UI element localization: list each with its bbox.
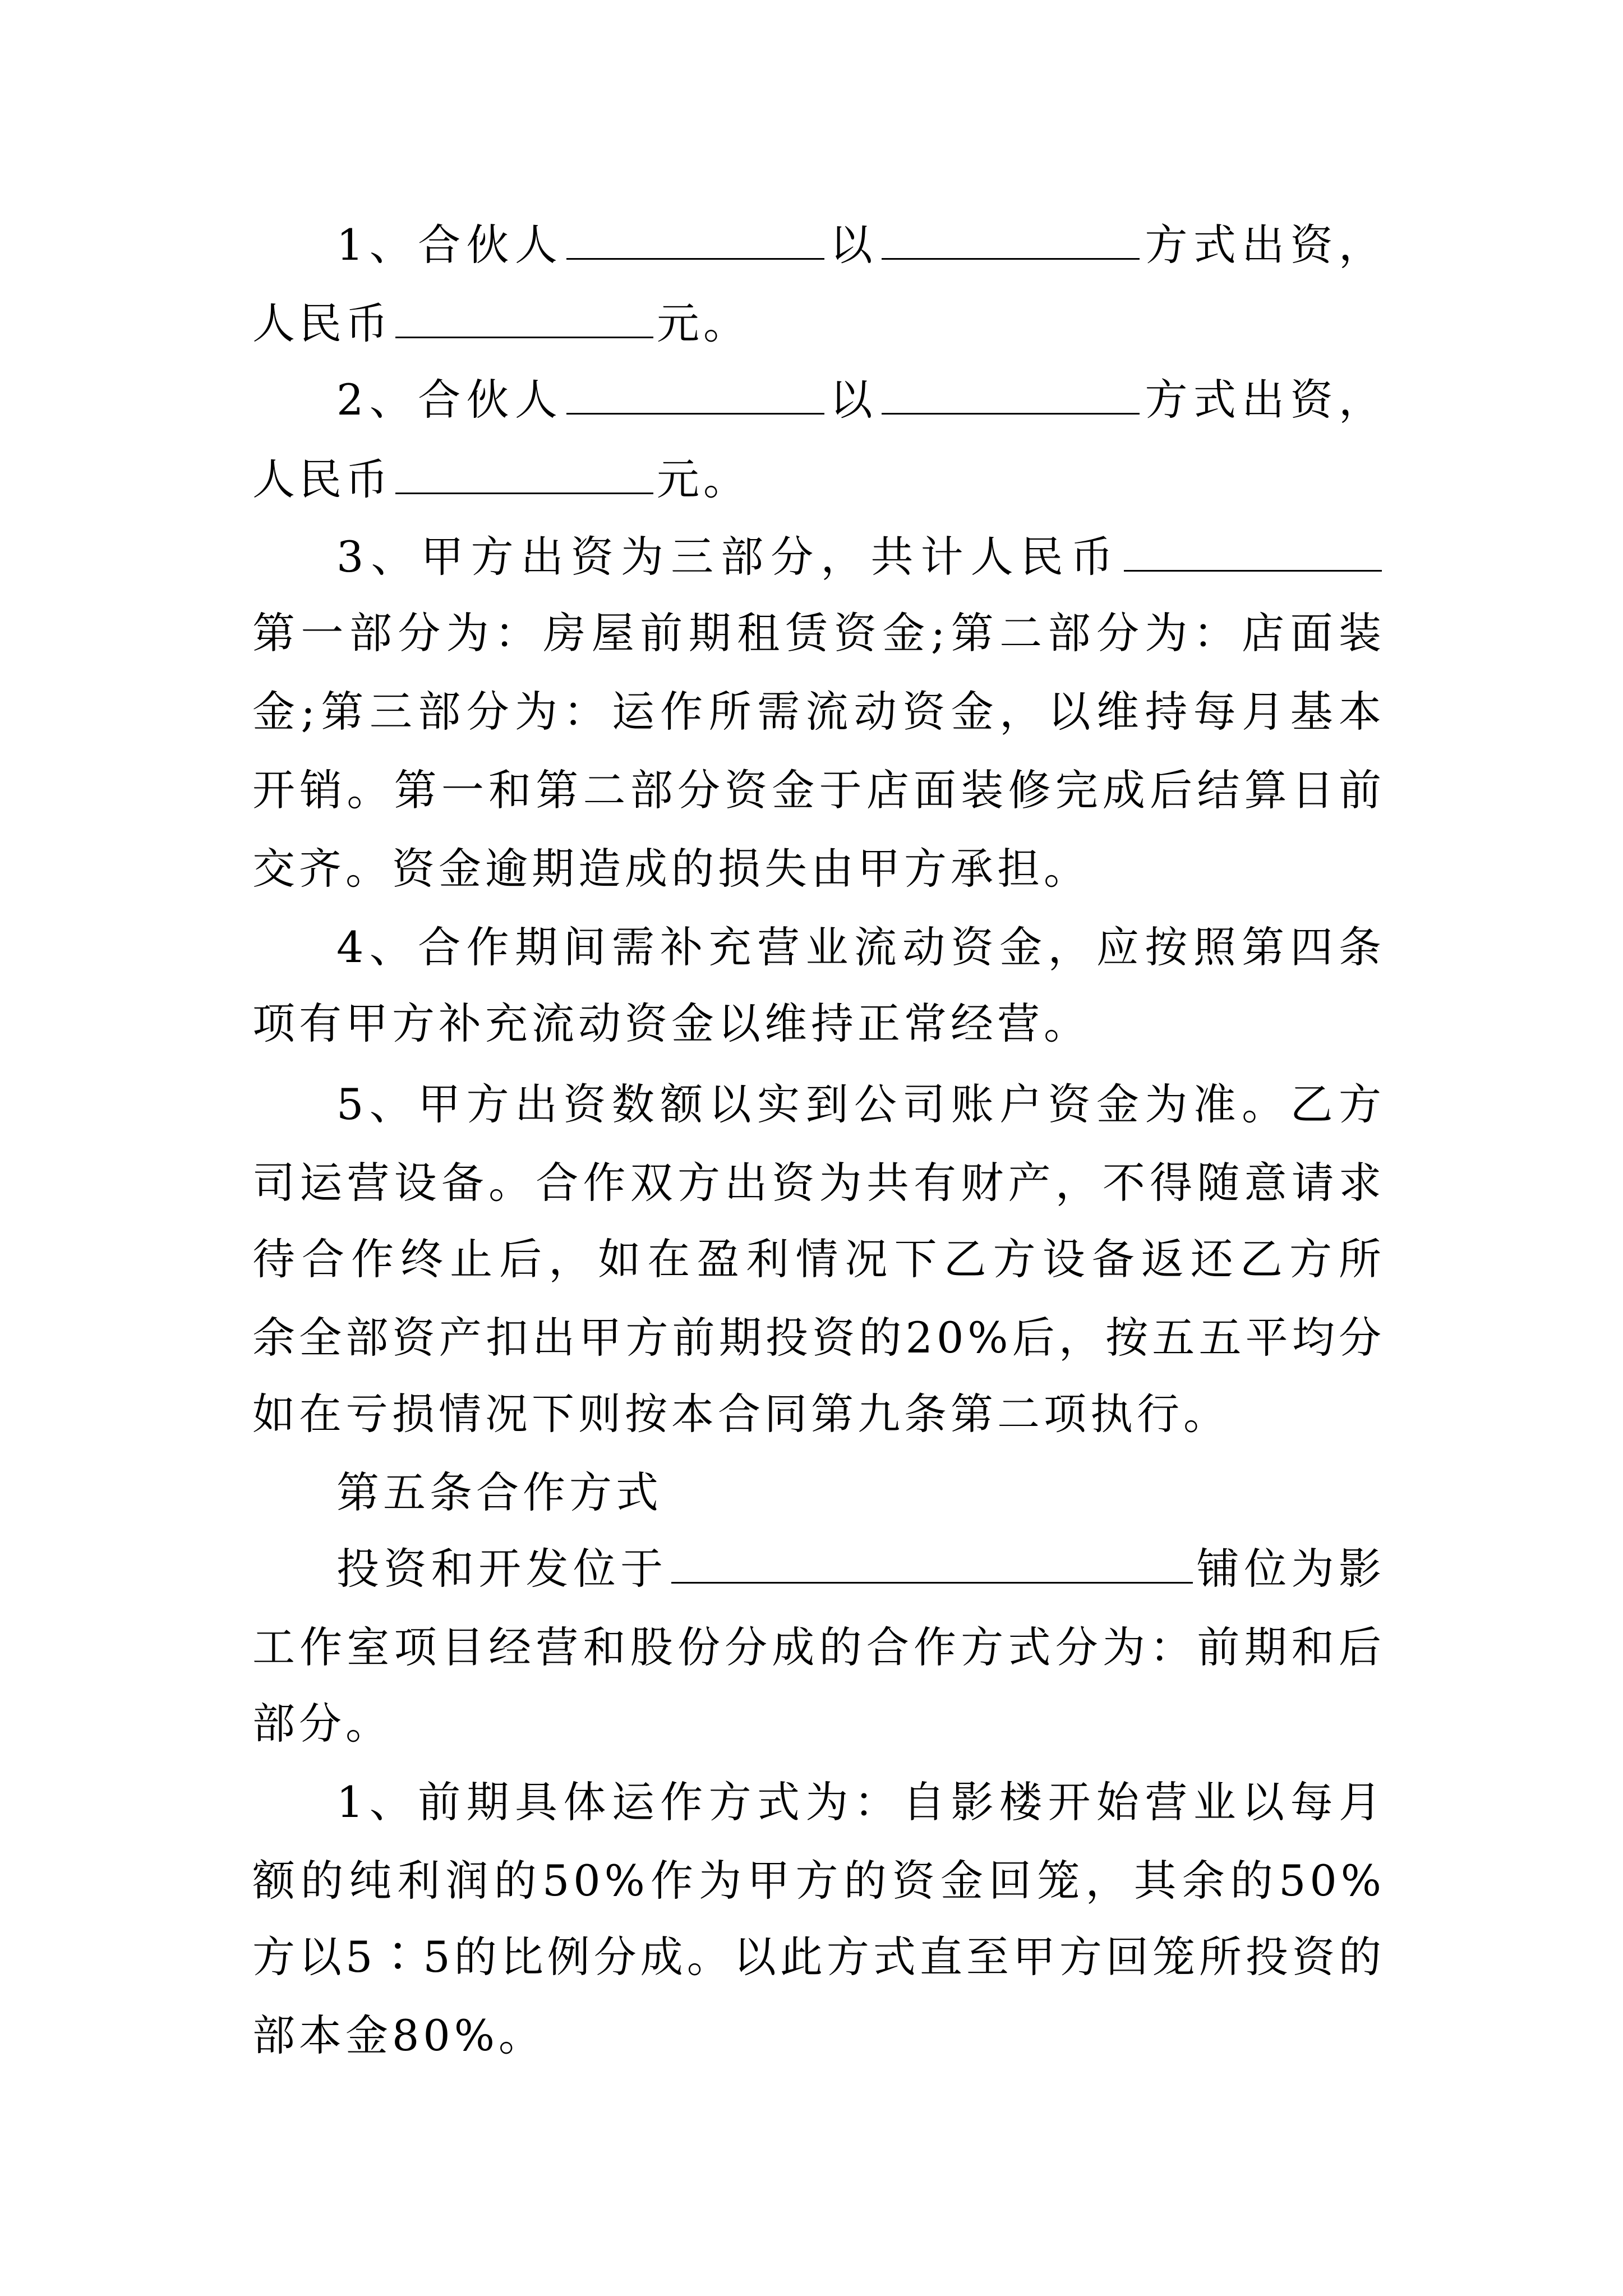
section-5-line-2: 工作室项目经营和股份分成的合作方式分为：前期和后 xyxy=(252,1622,1385,1672)
text: 人民币 xyxy=(252,454,392,504)
section-5-line-1 xyxy=(336,1538,1385,1600)
text: 3、甲方出资为三部分，共计人民币 xyxy=(336,532,1121,582)
blank-field xyxy=(566,371,824,415)
clause-3-line-4: 开销。第一和第二部分资金于店面装修完成后结算日前 xyxy=(252,765,1385,815)
text: 铺位为影 xyxy=(1196,1544,1385,1594)
clause-3-line-1 xyxy=(336,526,1385,588)
text: 2、合伙人 xyxy=(336,375,564,425)
text: 元。 xyxy=(657,454,750,504)
blank-field xyxy=(882,217,1140,260)
text: 投资和开发位于 xyxy=(336,1544,668,1594)
clause-4-line-1: 4、合作期间需补充营业流动资金，应按照第四条 xyxy=(336,922,1385,972)
phase-1-line-4: 部本金80%。 xyxy=(252,2010,545,2060)
text: 1、合伙人 xyxy=(336,220,564,270)
blank-field xyxy=(395,295,653,338)
section-5-line-3: 部分。 xyxy=(252,1699,392,1749)
clause-5-line-3: 待合作终止后，如在盈利情况下乙方设备返还乙方所 xyxy=(252,1234,1385,1284)
clause-3-line-5: 交齐。资金逾期造成的损失由甲方承担。 xyxy=(252,844,1090,894)
blank-field xyxy=(566,217,824,260)
clause-5-line-4: 余全部资产扣出甲方前期投资的20%后，按五五平均分 xyxy=(252,1313,1385,1363)
blank-field xyxy=(671,1540,1193,1584)
text: 以 xyxy=(828,375,879,425)
text: 人民币 xyxy=(252,298,392,348)
text: 以 xyxy=(828,220,879,270)
clause-1-line-2 xyxy=(252,293,1385,355)
phase-1-line-1: 1、前期具体运作方式为：自影楼开始营业以每月 xyxy=(336,1777,1385,1827)
blank-field xyxy=(882,371,1140,415)
clause-3-line-2: 第一部分为：房屋前期租赁资金;第二部分为：店面装 xyxy=(252,608,1385,658)
phase-1-line-2: 额的纯利润的50%作为甲方的资金回笼，其余的50% xyxy=(252,1856,1385,1906)
clause-5-line-5: 如在亏损情况下则按本合同第九条第二项执行。 xyxy=(252,1389,1230,1439)
clause-3-line-3: 金;第三部分为：运作所需流动资金，以维持每月基本 xyxy=(252,687,1385,737)
phase-1-line-3: 方以5∶5的比例分成。以此方式直至甲方回笼所投资的 xyxy=(252,1932,1385,1982)
blank-field xyxy=(395,451,653,494)
clause-5-line-1: 5、甲方出资数额以实到公司账户资金为准。乙方 xyxy=(336,1079,1385,1129)
clause-2-line-2 xyxy=(252,449,1385,510)
text: 方式出资， xyxy=(1143,375,1385,425)
section-heading: 第五条合作方式 xyxy=(336,1467,662,1517)
clause-2-line-1 xyxy=(336,369,1385,431)
blank-field xyxy=(1124,528,1382,572)
clause-1-line-1 xyxy=(336,214,1385,276)
text: 元。 xyxy=(657,298,750,348)
text: 方式出资， xyxy=(1143,220,1385,270)
clause-4-line-2: 项有甲方补充流动资金以维持正常经营。 xyxy=(252,999,1090,1048)
clause-5-line-2: 司运营设备。合作双方出资为共有财产，不得随意请求 xyxy=(252,1158,1385,1208)
